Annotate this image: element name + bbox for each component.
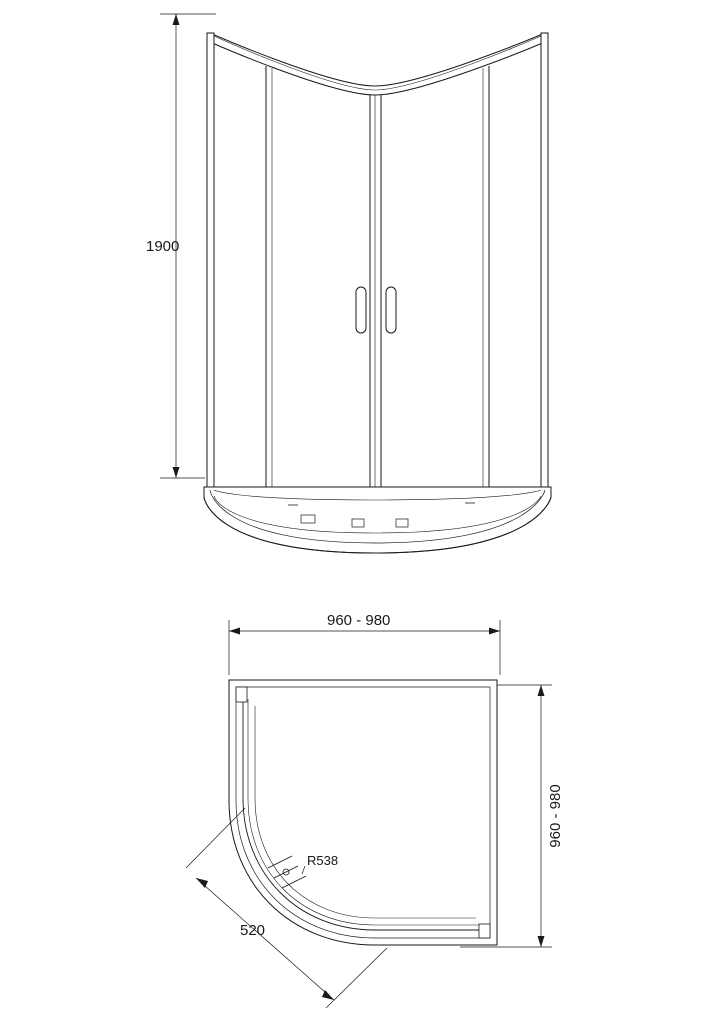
width-arrow-left [229, 628, 240, 635]
entry-arrow-b [322, 990, 334, 1000]
width-arrow-right [489, 628, 500, 635]
plan-depth-label: 960 - 980 [547, 784, 564, 848]
depth-arrow-bottom [538, 936, 545, 947]
depth-arrow-top [538, 685, 545, 696]
plan-view [186, 620, 552, 1008]
corner-post-top-left [236, 687, 247, 702]
right-door-handle[interactable] [386, 287, 396, 333]
tray-bracket-centre-left [352, 519, 364, 527]
plan-width-label: 960 - 980 [327, 612, 391, 629]
left-post [207, 33, 214, 501]
corner-post-bottom-right [479, 924, 490, 938]
entry-ext-line-b [326, 948, 387, 1008]
tray-bracket-centre-right [396, 519, 408, 527]
left-door-handle[interactable] [356, 287, 366, 333]
entry-width-label: 520 [240, 922, 266, 939]
front-elevation-view [160, 14, 551, 553]
tray-outline-outer [229, 680, 497, 945]
top-rail [210, 33, 545, 95]
arrow-head-top [173, 14, 180, 25]
right-post [541, 33, 548, 501]
radius-label: R538 [307, 853, 339, 868]
entry-arrow-a [196, 878, 208, 888]
height-dimension-label: 1900 [146, 238, 180, 255]
tray-bracket-left [301, 515, 315, 523]
arrow-head-bottom [173, 467, 180, 478]
